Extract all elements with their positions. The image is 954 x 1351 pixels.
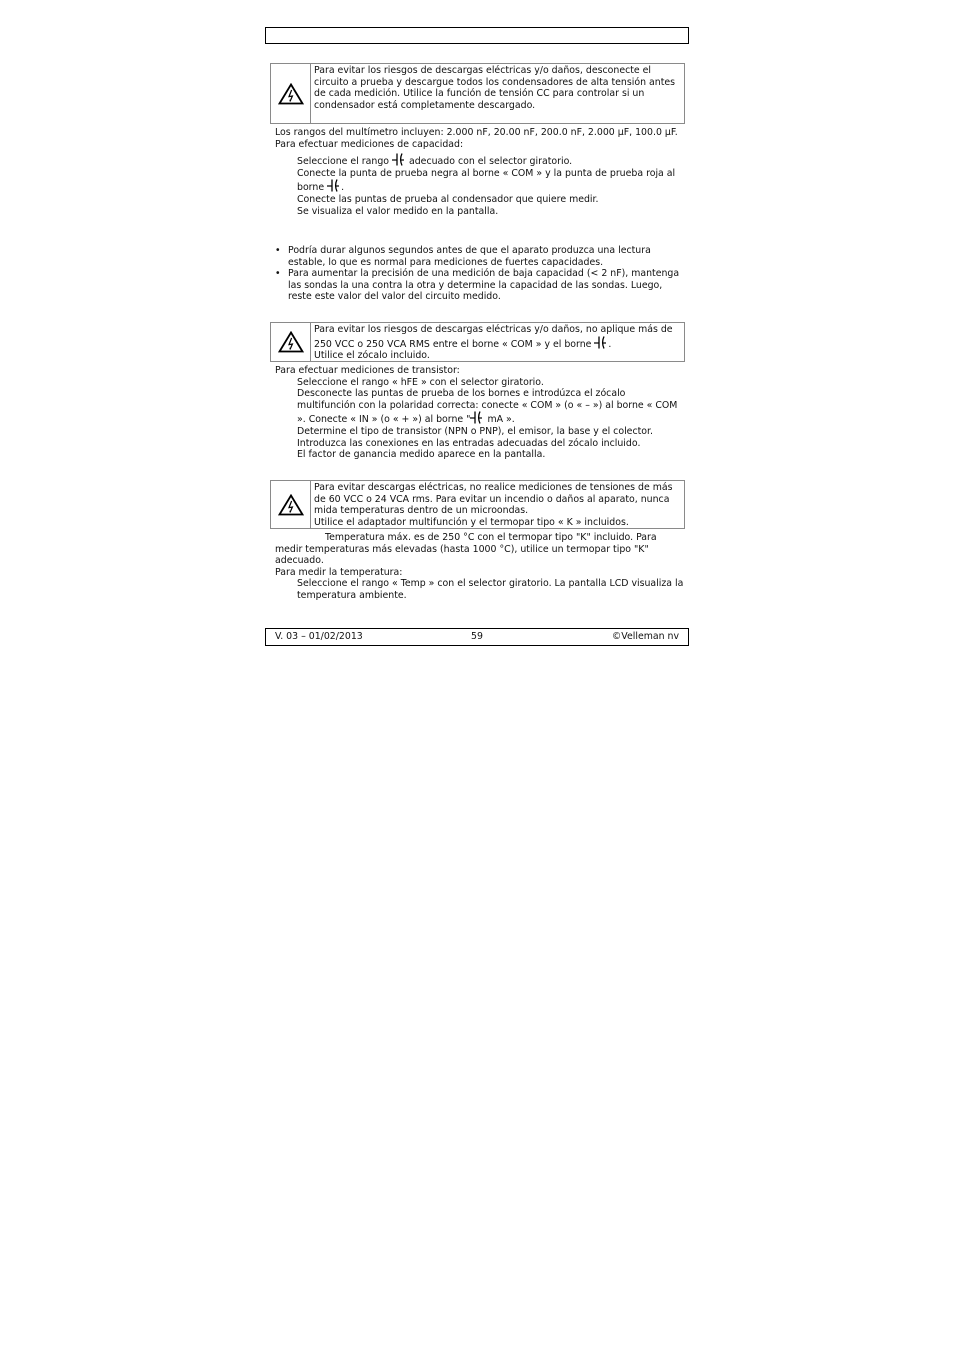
high-voltage-warning-icon: [278, 494, 304, 516]
transistor-step-5: El factor de ganancia medido aparece en la pantalla.: [297, 449, 546, 461]
copyright: ©Velleman nv: [611, 631, 679, 642]
version-date: V. 03 – 01/02/2013: [275, 631, 363, 642]
transistor-intro: Para efectuar mediciones de transistor:: [275, 365, 460, 376]
temperature-step-1: Seleccione el rango « Temp » con el selector giratorio. La pantalla LCD visualiza la temperatura ambiente.: [297, 578, 684, 601]
capacitor-icon: [470, 411, 484, 424]
transistor-step-3: Determine el tipo de transistor (NPN o PNP), el emisor, la base y el colector.: [297, 425, 653, 437]
list-item: • Para aumentar la precisión de una medición de baja capacidad (< 2 nF), mantenga las sondas la una contra la otra y determine la capacidad de las sondas. Luego, reste este valor del valor del circuito medido.: [275, 268, 685, 303]
capacitor-icon: [392, 153, 406, 166]
high-voltage-warning-icon: [278, 331, 304, 353]
capacitor-icon: [327, 179, 341, 192]
temperature-note: Temperatura máx. es de 250 °C con el termopar tipo "K" incluido. Para medir temperaturas más elevadas (hasta 1000 °C), utilice un termopar tipo "K" adecuado.: [275, 532, 657, 567]
transistor-step-2: Desconecte las puntas de prueba de los bornes e introdúzca el zócalo multifunción con la polaridad correcta: conecte « COM » (o « – ») al borne « COM ». Conecte « IN » (o « + ») al borne " mA ».: [297, 388, 678, 426]
warning-text: Para evitar los riesgos de descargas eléctricas y/o daños, desconecte el circuito a prueba y descargue todos los condensadores de alta tensión antes de cada medición. Utilice la función de tensión CC para controlar si un condensador está completamente descargado.: [314, 65, 676, 111]
temperature-intro: Para medir la temperatura:: [275, 566, 403, 578]
transistor-step-1: Seleccione el rango « hFE » con el selector giratorio.: [297, 376, 544, 388]
warning-text: Para evitar descargas eléctricas, no realice mediciones de tensiones de más de 60 VCC o 24 VCA rms. Para evitar un incendio o daños al aparato, nunca mida temperaturas dentro de un microondas. Utilice el adaptador multifunción y el termopar tipo « K » incluidos.: [314, 482, 673, 528]
capacitance-step-1: Seleccione el rango adecuado con el selector giratorio.: [297, 153, 685, 168]
capacitance-intro: Para efectuar mediciones de capacidad:: [275, 138, 464, 150]
capacitance-steps: [275, 153, 685, 217]
warning-box-temperature: [270, 480, 685, 529]
capacitance-step-4: Se visualiza el valor medido en la pantalla.: [297, 205, 499, 217]
warning-text: Para evitar los riesgos de descargas eléctricas y/o daños, no aplique más de 250 VCC o 250 VCA RMS entre el borne « COM » y el borne . Utilice el zócalo incluido.: [314, 324, 673, 362]
capacitance-notes: [275, 245, 685, 303]
warning-box-max-voltage: [270, 322, 685, 362]
warning-box-discharge: [270, 63, 685, 124]
transistor-step-4: Introduzca las conexiones en las entradas adecuadas del zócalo incluido.: [297, 437, 641, 449]
page-number: 59: [471, 631, 483, 642]
high-voltage-warning-icon: [278, 83, 304, 105]
transistor-section: [275, 365, 685, 461]
page-header-box: [265, 27, 689, 44]
list-item: • Podría durar algunos segundos antes de que el aparato produzca una lectura estable, lo que es normal para mediciones de fuertes capacidades.: [275, 245, 685, 268]
capacitance-step-3: Conecte las puntas de prueba al condensador que quiere medir.: [297, 193, 599, 205]
temperature-section: [275, 532, 685, 602]
page-footer: [265, 628, 689, 646]
capacitance-step-2: Conecte la punta de prueba negra al borne « COM » y la punta de prueba roja al borne .: [297, 167, 676, 194]
capacitance-section: [275, 127, 685, 217]
capacitance-ranges: Los rangos del multímetro incluyen: 2.000 nF, 20.00 nF, 200.0 nF, 2.000 µF, 100.0 µF.: [275, 127, 678, 138]
capacitor-icon: [594, 336, 608, 349]
